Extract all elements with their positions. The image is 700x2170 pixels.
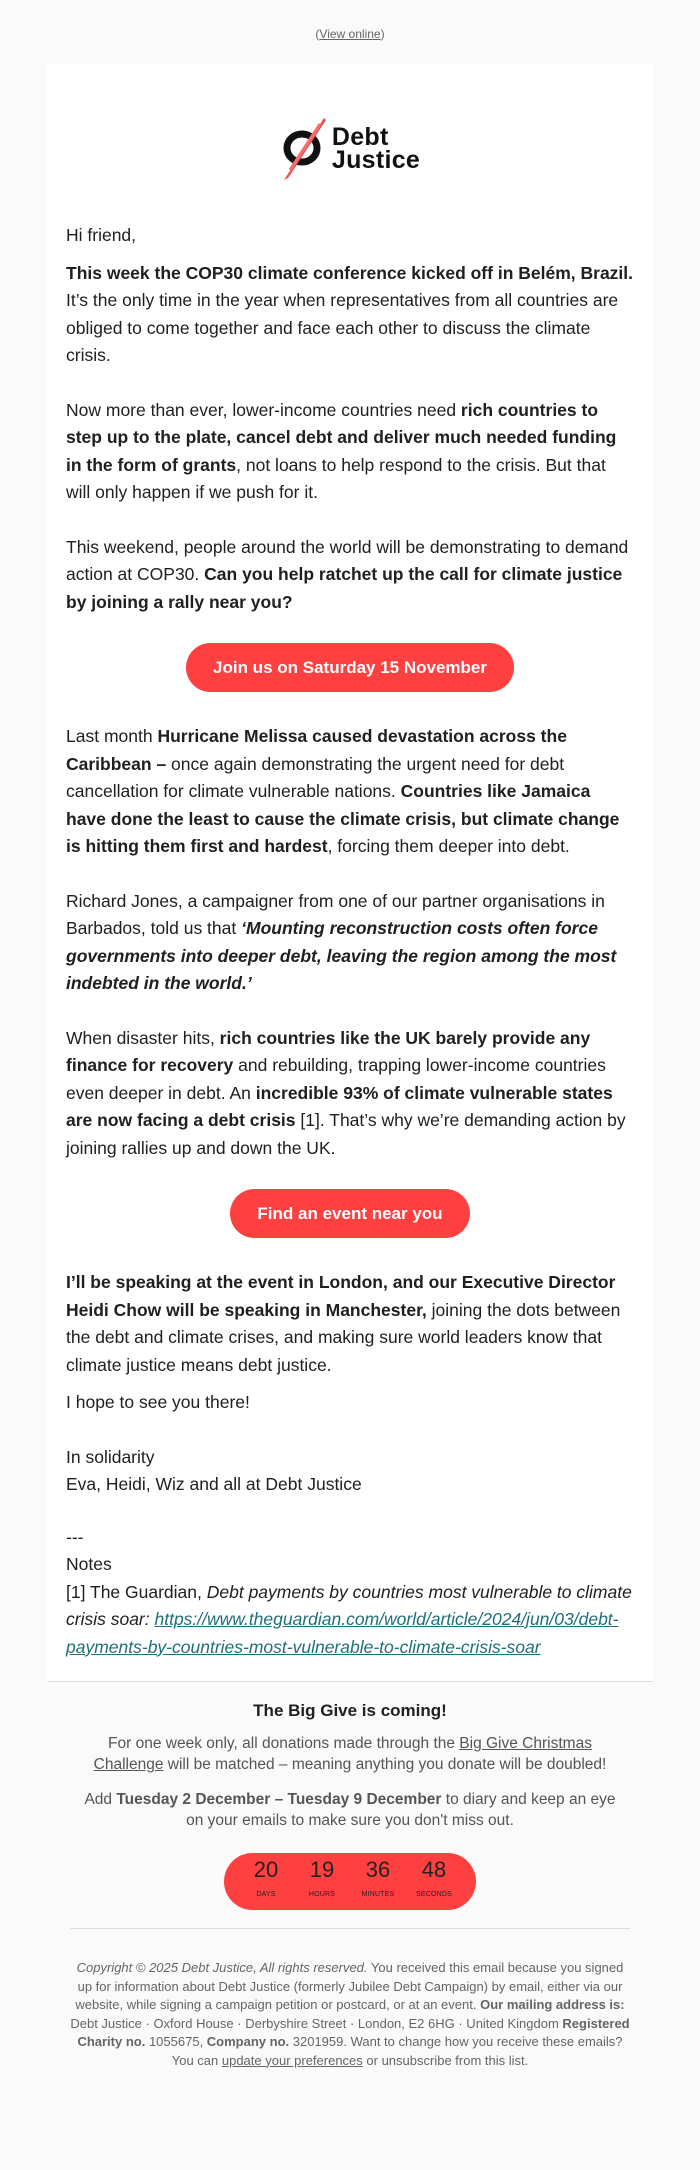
mailing-label: Our mailing address is: [480,1997,625,2012]
greeting: Hi friend, [66,225,137,245]
separator: --- [66,1526,84,1547]
copyright: Copyright © 2025 Debt Justice, All rights reserved. [76,1960,368,1975]
ref-link[interactable]: https://www.theguardian.com/world/article/2024/jun/03/debt-payments-by-countries-most-vulnerable-to-climate-crisis-soar [66,1609,619,1657]
countdown-days [246,1856,286,1905]
big-give-dates [47,1789,653,1831]
text: and rebuilding, trapping lower-income countries even deeper in debt. An [66,1055,606,1103]
countdown-timer [224,1853,476,1910]
find-event-button[interactable]: Find an event near you [230,1189,469,1238]
paragraph-hurricane [66,723,634,861]
text: When disaster hits, [66,1027,220,1048]
text: will be matched – meaning anything you donate will be doubled! [163,1756,607,1773]
text: Add [84,1791,117,1808]
paragraph-speaking [66,1269,634,1379]
bold-text: This week the COP30 climate conference kicked off in Belém, Brazil. [66,262,634,283]
text: , forcing them deeper into debt. [327,836,570,856]
text: [1]. That’s why we’re demanding action by joining rallies up and down the UK. [66,1110,626,1158]
text: , not loans to help respond to the crisis. But that will only happen if we push for it. [66,454,606,502]
paragraph-weekend [66,534,634,617]
debt-justice-logo [47,64,653,204]
ref-source: [1] The Guardian, [66,1581,207,1602]
text: to diary and keep an eye on your emails to make sure you don't miss out. [186,1791,616,1829]
bold-text: Tuesday 2 December – Tuesday 9 December [116,1791,442,1808]
footer-text: 3201959. Want to change how you receive these emails? You can [171,2034,623,2068]
text: Richard Jones, a campaigner from one of our partner organisations in Barbados, told us that [66,890,605,938]
charity-number: 1055675, [145,2034,207,2049]
countdown-minutes [358,1856,398,1905]
countdown-label: HOURS [308,1890,336,1898]
join-us-button[interactable]: Join us on Saturday 15 November [186,643,514,692]
countdown-label: MINUTES [361,1890,395,1898]
countdown-value: 19 [309,1856,335,1882]
countdown-value: 36 [365,1856,391,1882]
logo-wordmark [331,123,421,174]
big-give-link[interactable]: Big Give Christmas Challenge [93,1735,592,1773]
footer-text: You received this email because you signed up for information about Debt Justice (formerly Jubilee Debt Campaign) by email, either via our website, while signing a campaign petition or postcard, or at an event. [75,1960,624,2012]
company-label: Company no. [206,2034,290,2049]
countdown-label: SECONDS [415,1890,453,1898]
notes [66,1524,634,1662]
signoff [66,1444,634,1499]
paragraph-quote [66,888,634,998]
bold-text: rich countries like the UK barely provide any finance for recovery [66,1027,591,1075]
bold-text: I’ll be speaking at the event in London, and our Executive Director Heidi Chow will be speaking in Manchester, [66,1272,616,1320]
email-body [47,204,653,1661]
countdown-label: DAYS [256,1890,276,1898]
bold-text: Hurricane Melissa caused devastation across the Caribbean – [66,726,567,774]
paren: ( [315,27,320,41]
bold-text: incredible 93% of climate vulnerable states are now facing a debt crisis [66,1082,613,1130]
paren: ) [380,27,385,41]
paragraph-disaster [66,1025,634,1163]
text: Last month [66,726,158,746]
view-online-link[interactable]: View online [319,27,381,41]
countdown-value: 20 [253,1856,279,1882]
text: This weekend, people around the world will be demonstrating to demand action at COP30. [66,536,629,584]
bold-text: rich countries to step up to the plate, cancel debt and deliver much needed funding in the form of grants [66,399,617,475]
bold-text: Can you help ratchet up the call for climate justice by joining a rally near you? [66,564,623,612]
paragraph-cop30 [66,260,634,370]
notes-title: Notes [66,1554,112,1574]
countdown-value: 48 [421,1856,447,1882]
big-give-section [47,1681,653,1910]
text: Now more than ever, lower-income countries need [66,399,461,420]
footer [70,1929,630,2170]
countdown-hours [302,1856,342,1905]
unsubscribe-text: or unsubscribe from this list. [362,2052,529,2068]
signoff-line: In solidarity [66,1446,155,1467]
paragraph-rich-countries [66,397,634,507]
logo-line1: Debt [331,123,389,151]
ref-title: Debt payments by countries most vulnerable to climate crisis soar: [66,1581,632,1629]
big-give-paragraph [47,1733,653,1775]
mailing-address: Debt Justice · Oxford House · Derbyshire Street · London, E2 6HG · United Kingdom [70,2015,563,2031]
countdown-seconds [414,1856,454,1905]
view-online-bar [0,0,700,64]
quote-text: ‘Mounting reconstruction costs often force governments into deeper debt, leaving the region among the most indebted in the world.’ [66,918,617,993]
slashed-o-logo-icon [280,116,328,182]
text: It’s the only time in the year when representatives from all countries are obliged to come together and face each other to discuss the climate crisis. [66,290,619,365]
text: joining the dots between the debt and climate crises, and making sure world leaders know that climate justice means debt justice. [66,1299,621,1375]
charity-label: Registered Charity no. [77,2015,630,2049]
big-give-title: The Big Give is coming! [253,1701,447,1720]
bold-text: Countries like Jamaica have done the least to cause the climate crisis, but climate change is hitting them first and hardest [66,781,620,856]
logo-line2: Justice [331,146,421,174]
email-card [47,64,653,1681]
text: once again demonstrating the urgent need for debt cancellation for climate vulnerable nations. [66,753,565,801]
update-preferences-link[interactable]: update your preferences [221,2052,363,2068]
signoff-names: Eva, Heidi, Wiz and all at Debt Justice [66,1474,362,1494]
text: For one week only, all donations made through the [108,1735,460,1752]
paragraph-hope: I hope to see you there! [66,1392,250,1412]
